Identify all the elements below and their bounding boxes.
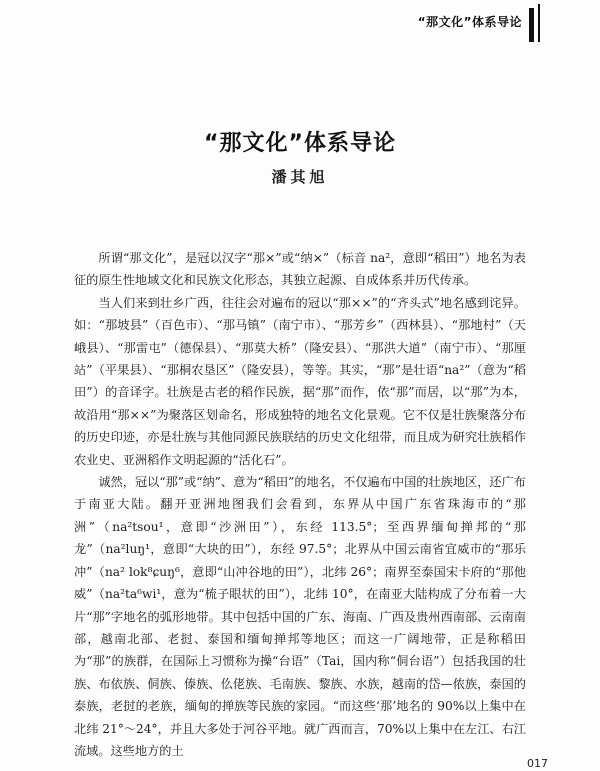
header-rule-thin: [538, 4, 540, 42]
article-body: [74, 247, 526, 762]
running-head: “那文化”体系导论: [417, 15, 522, 29]
paragraph: 诚然，冠以“那”或“纳”、意为“稻田”的地名，不仅遍布中国的壮族地区，还广布于南亚大陆。翻开亚洲地图我们会看到，东界从中国广东省珠海市的“那洲”（na²tsou¹，意即“沙洲田”），东经 113.5°；至西界缅甸掸邦的“那龙”（na²luŋ¹，意即“大块的田”），东经 97.5°；北界从中国云南省宜威市的“那乐冲”（na² lok⁸ɕuŋ⁶，意即“山冲谷地的田”），北纬 26°；南界至泰国宋卡府的“那他威”（na²ta⁶wi¹，意为“梳子眼状的田”），北纬 10°，在南亚大陆构成了分布着一大片“那”字地名的弧形地带。其中包括中国的广东、海南、广西及贵州西南部、云南南部，越南北部、老挝、泰国和缅甸掸邦等地区；而这一广阔地带，正是称稻田为“那”的族群，在国际上习惯称为操“台语”（Tai，国内称“侗台语”）包括我国的壮族、布依族、侗族、傣族、仫佬族、毛南族、黎族、水族，越南的岱—侬族，泰国的泰族，老挝的老族，缅甸的掸族等民族的家园。“而这些‘那’地名的 90%以上集中在北纬 21°～24°，并且大多处于河谷平地。就广西而言，70%以上集中在左江、右江流域。这些地方的土: [74, 475, 526, 758]
paragraph: 当人们来到壮乡广西，往往会对遍布的冠以“那××”的“齐头式”地名感到诧异。如：“那坡县”（百色市）、“那马镇”（南宁市）、“那芳乡”（西林县）、“那地村”（天峨县）、“那雷屯”（德保县）、“那莫大桥”（隆安县）、“那洪大道”（南宁市）、“那厘站”（平果县）、“那桐农垦区”（隆安县），等等。其实，“那”是壮语“na²”（意为“稻田”）的音译字。壮族是古老的稻作民族，据“那”而作，依“那”而居，以“那”为本，故沿用“那××”为聚落区划命名，形成独特的地名文化景观。它不仅是壮族聚落分布的历史印迹，亦是壮族与其他同源民族联结的历史文化纽带，而且成为研究壮族稻作农业史、亚洲稻作文明起源的“活化石”。: [74, 295, 526, 467]
article-author: 潘其旭: [271, 168, 329, 186]
header-rule-thick: [529, 8, 534, 42]
paragraph: 所谓“那文化”，是冠以汉字“那×”或“纳×”（标音 na²，意即“稻田”）地名为表征的原生性地域文化和民族文化形态，其独立起源、自成体系并历代传承。: [74, 251, 526, 288]
page-number: 017: [527, 757, 548, 770]
article-title: “那文化”体系导论: [204, 131, 396, 156]
